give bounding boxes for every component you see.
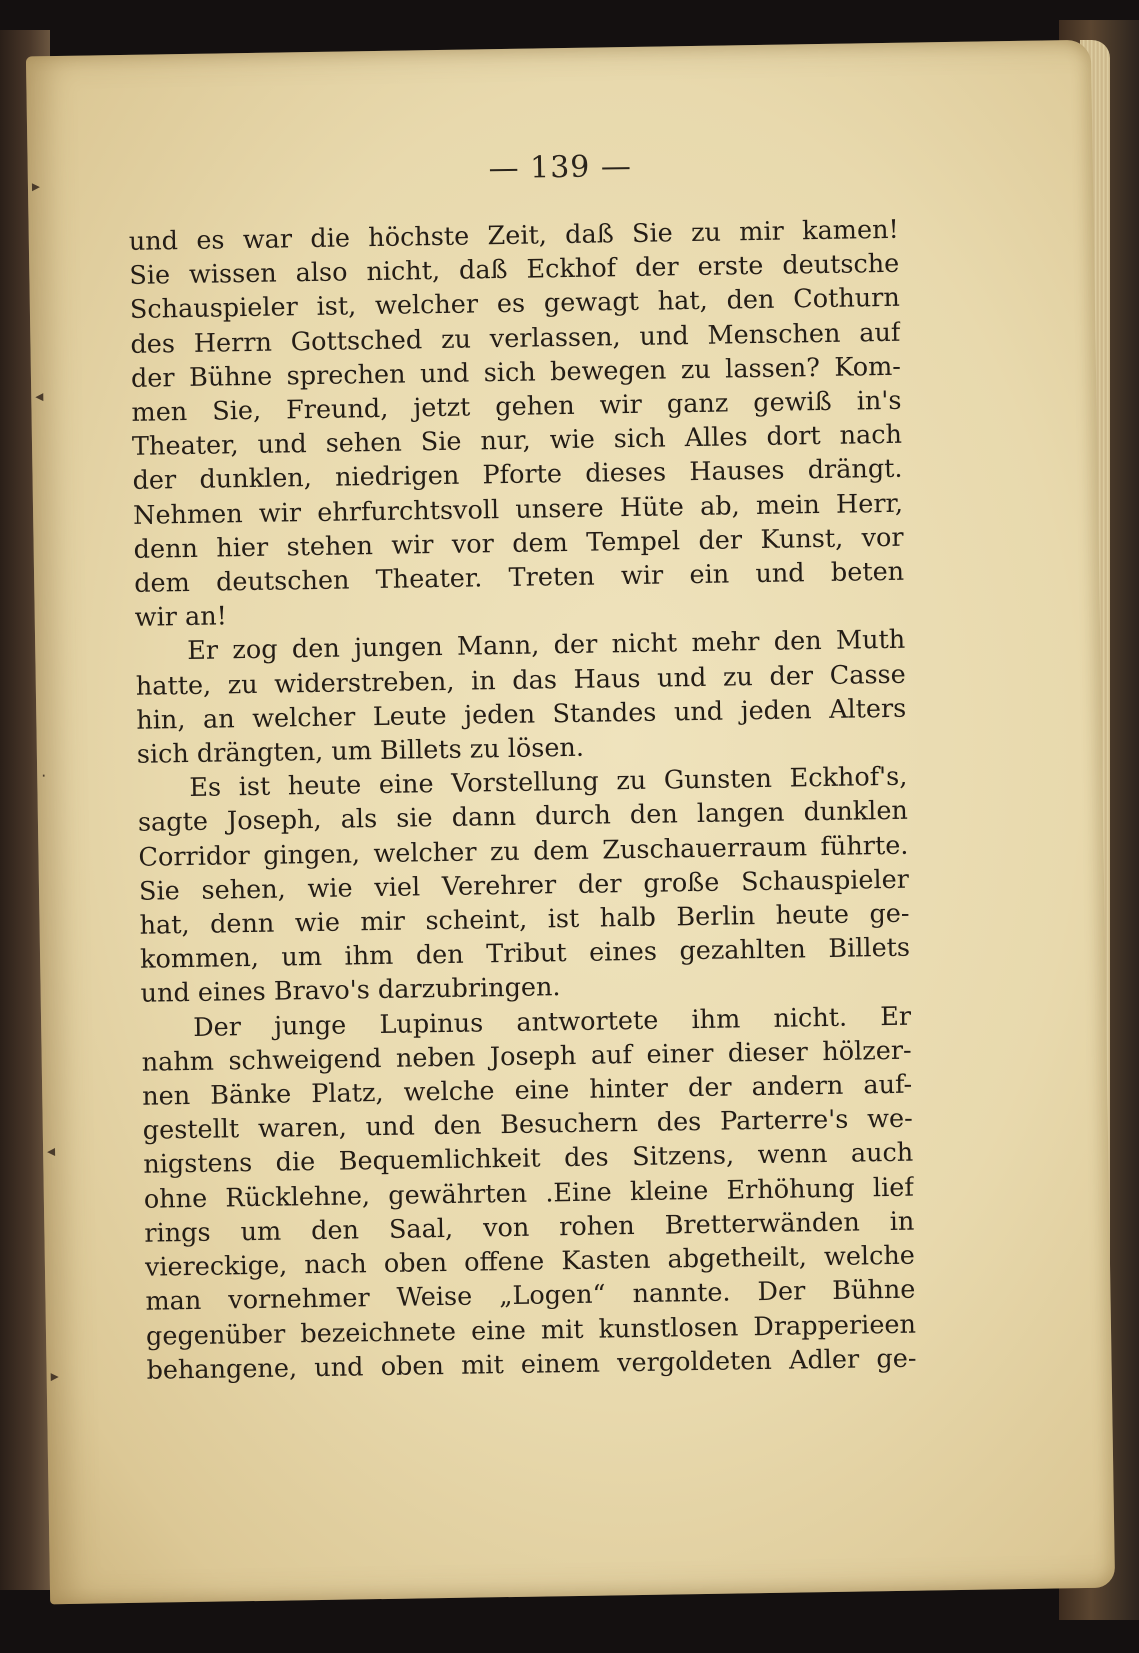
binding-mark: ▸ [31,176,41,196]
text-line: und eines Bravo's darzubringen. [140,972,561,1010]
text-line: kommen, um ihm den Tribut eines gezahlten Billets [139,932,911,976]
text-line: und es war die höchste Zeit, daß Sie zu mir kamen! [128,214,899,257]
text-line: gestellt waren, und den Besuchern des Parterre's we- [142,1103,913,1147]
text-line: behangene, und oben mit einem vergoldeten Adler ge- [146,1343,917,1386]
text-line: nigstens die Bequemlichkeit des Sitzens, wenn auch [143,1138,914,1181]
text-line: nen Bänke Platz, welche eine hinter der andern auf- [142,1069,913,1112]
text-line: dem deutschen Theater. Treten wir ein und beten [133,556,905,599]
text-line: nahm schweigend neben Joseph auf einer dieser hölzer- [141,1035,912,1078]
text-line: rings um den Saal, von rohen Bretterwänden in [144,1206,915,1249]
text-line: Es ist heute eine Vorstellung zu Gunsten Eckhof's, [189,761,908,804]
text-line: denn hier stehen wir vor dem Tempel der Kunst, vor [133,522,904,565]
text-line: Theater, und sehen Sie nur, wie sich Alles dort nach [131,419,903,463]
text-line: Nehmen wir ehrfurchtsvoll unsere Hüte ab, mein Herr, [132,488,904,531]
text-line: Sie sehen, wie viel Verehrer der große Schauspieler [138,864,910,907]
text-line: sagte Joseph, als sie dann durch den langen dunklen [137,796,909,839]
text-line: ohne Rücklehne, gewährten .Eine kleine Erhöhung lief [143,1172,915,1215]
text-line: Er zog den jungen Mann, der nicht mehr den Muth [187,625,906,667]
text-line: der dunklen, niedrigen Pforte dieses Hauses drängt. [132,454,903,497]
text-line: men Sie, Freund, jetzt gehen wir ganz gewiß in's [131,385,902,428]
text-line: wir an! [134,601,228,634]
binding-mark: ◂ [35,386,44,406]
text-line: Schauspieler ist, welcher es gewagt hat, den Cothurn [129,283,901,326]
text-line: gegenüber bezeichnete eine mit kunstlosen Drapperieen [145,1309,917,1352]
binding-mark: ▸ [50,1366,59,1386]
text-line: hat, denn wie mir scheint, ist halb Berlin heute ge- [139,898,910,941]
binding-mark: ◂ [46,1141,56,1161]
text-line: der Bühne sprechen und sich bewegen zu lassen? Kom- [130,351,902,394]
text-line: sich drängten, um Billets zu lösen. [136,732,585,770]
text-line: Der junge Lupinus antwortete ihm nicht. Er [192,1001,912,1043]
text-line: Corridor gingen, welcher zu dem Zuschauerraum führte. [138,830,909,873]
text-line: hin, an welcher Leute jeden Standes und jeden Alters [136,693,907,736]
text-line: hatte, zu widerstreben, in das Haus und zu der Casse [135,659,906,702]
text-line: viereckige, nach oben offene Kasten abgetheilt, welche [144,1240,916,1283]
text-line: man vornehmer Weise „Logen“ nannte. Der Bühne [145,1274,916,1318]
body-text [129,213,917,1388]
text-line: Sie wissen also nicht, daß Eckhof der erste deutsche [129,248,900,292]
book-page [26,40,1115,1605]
page-number: — 139 — [488,148,633,187]
binding-mark: · [41,766,47,786]
text-line: des Herrn Gottsched zu verlassen, und Menschen auf [130,317,901,360]
